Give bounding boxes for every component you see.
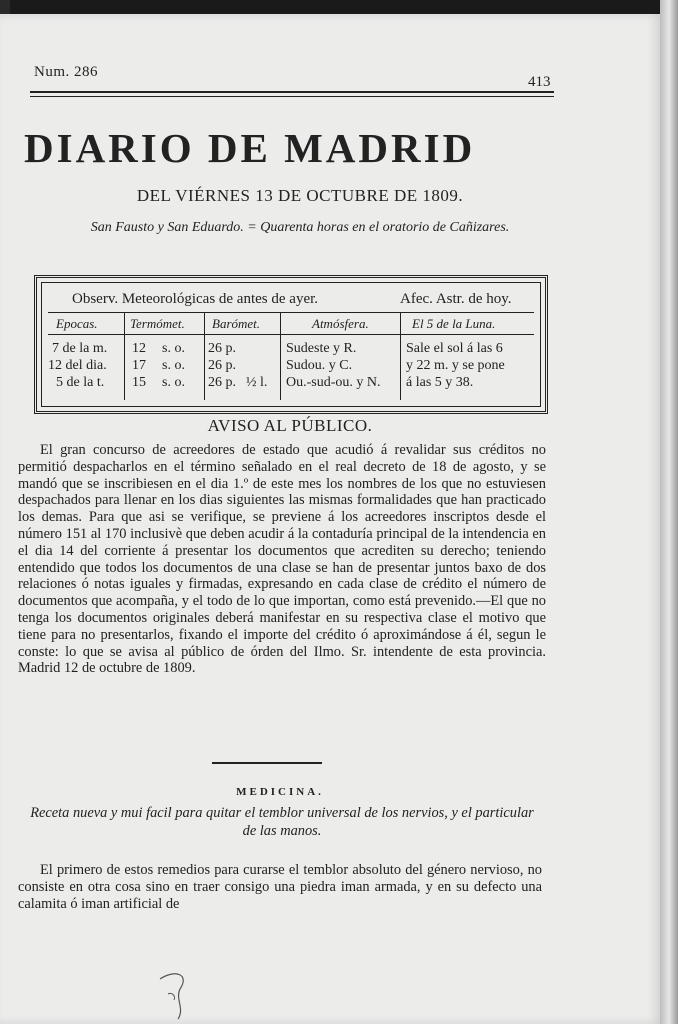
row2-baro: 26 p.	[208, 358, 236, 373]
row3-atmos: Ou.-sud-ou. y N.	[286, 375, 381, 390]
dateline: DEL VIÉRNES 13 DE OCTUBRE DE 1809.	[136, 186, 464, 205]
meteo-vline-3	[280, 313, 281, 400]
section-divider	[212, 762, 322, 764]
col-termometro: Termómet.	[130, 316, 185, 331]
page-number: 413	[528, 74, 551, 90]
meteo-heading-right: Afec. Astr. de hoy.	[400, 291, 512, 307]
medicina-heading: MEDICINA.	[236, 786, 324, 798]
aviso-heading: AVISO AL PÚBLICO.	[207, 416, 373, 435]
col-barometro: Barómet.	[212, 316, 261, 331]
medicina-paragraph: El primero de estos remedios para curarse el temblor absoluto del género nervioso, no consiste en otra cosa sino en traer consigo una piedra iman armada, y en su defecto una calamita ó iman artificial de	[18, 862, 542, 912]
aviso-body	[18, 442, 546, 677]
col-luna: El 5 de la Luna.	[412, 316, 496, 331]
saints-line: San Fausto y San Eduardo. = Quarenta horas en el oratorio de Cañizares.	[90, 220, 510, 235]
meteorological-table	[34, 275, 548, 414]
luna-line-2: y 22 m. y se pone	[406, 358, 505, 373]
row3-termo: 15	[132, 375, 146, 390]
meteo-vline-4	[400, 313, 401, 400]
row1-epoca: 7 de la m.	[52, 341, 108, 356]
meteo-vline-2	[204, 313, 205, 400]
row1-atmos: Sudeste y R.	[286, 341, 357, 356]
header-rule-top	[30, 91, 554, 93]
luna-line-3: á las 5 y 38.	[406, 375, 474, 390]
meteo-rule-1	[48, 312, 534, 313]
newspaper-page	[0, 14, 662, 1024]
meteo-vline-1	[124, 313, 125, 400]
row1-termo: 12	[132, 341, 146, 356]
row3-baro: 26 p.	[208, 375, 236, 390]
row2-dir: s. o.	[162, 358, 185, 373]
medicina-subtitle: Receta nueva y mui facil para quitar el temblor universal de los nervios, y el particular de las manos.	[30, 805, 534, 839]
issue-number: Num. 286	[34, 64, 98, 80]
row2-atmos: Sudou. y C.	[286, 358, 353, 373]
luna-line-1: Sale el sol á las 6	[406, 341, 503, 356]
meteo-inner-frame	[41, 282, 541, 407]
row3-frac: ½ l.	[246, 375, 268, 390]
row3-epoca: 5 de la t.	[56, 375, 105, 390]
pencil-mark	[150, 964, 210, 1024]
row3-dir: s. o.	[162, 375, 185, 390]
row2-termo: 17	[132, 358, 146, 373]
row1-dir: s. o.	[162, 341, 185, 356]
medicina-body	[18, 862, 542, 913]
meteo-rule-2	[48, 334, 534, 335]
page-edge-band	[660, 0, 678, 1024]
header-rule-bottom	[30, 96, 554, 97]
meteo-heading-left: Observ. Meteorológicas de antes de ayer.	[72, 291, 319, 307]
row1-baro: 26 p.	[208, 341, 236, 356]
row2-epoca: 12 del dia.	[48, 358, 107, 373]
masthead-title: DIARIO DE MADRID	[24, 125, 476, 171]
aviso-paragraph: El gran concurso de acreedores de estado que acudió á revalidar sus créditos no permitió despacharlos en el término señalado en el real decreto de 18 de agosto, y se mandó que se inscribiesen en el dia 1.º de este mes los nombres de los que no estuviesen despachados para llenar en los dias siguientes las mismas formalidades que han practicado los demas. Para que asi se verifique, se previene á los acreedores inscriptos desde el número 151 al 170 inclusivè que deben acudir á la contaduría principal de la intendencia en el dia 14 del corriente á presentar los documentos que acrediten su derecho; teniendo entendido que todos los documentos de una clase se han de presentar juntos baxo de dos relaciones ó notas iguales y firmadas, expresando en cada clase de crédito el número de documentos que acompaña, y el todo de lo que importan, como está prevenido.—El que no tenga los documentos originales deberá manifestar en su respectiva clase el motivo que tiene para no presentarlos, fixando el importe del crédito ó aproximándose á él, segun le conste: lo que se avisa al público de órden del Ilmo. Sr. intendente de esta provincia. Madrid 12 de octubre de 1809.	[18, 442, 546, 677]
col-atmosfera: Atmósfera.	[312, 316, 369, 331]
col-epocas: Epocas.	[56, 316, 98, 331]
